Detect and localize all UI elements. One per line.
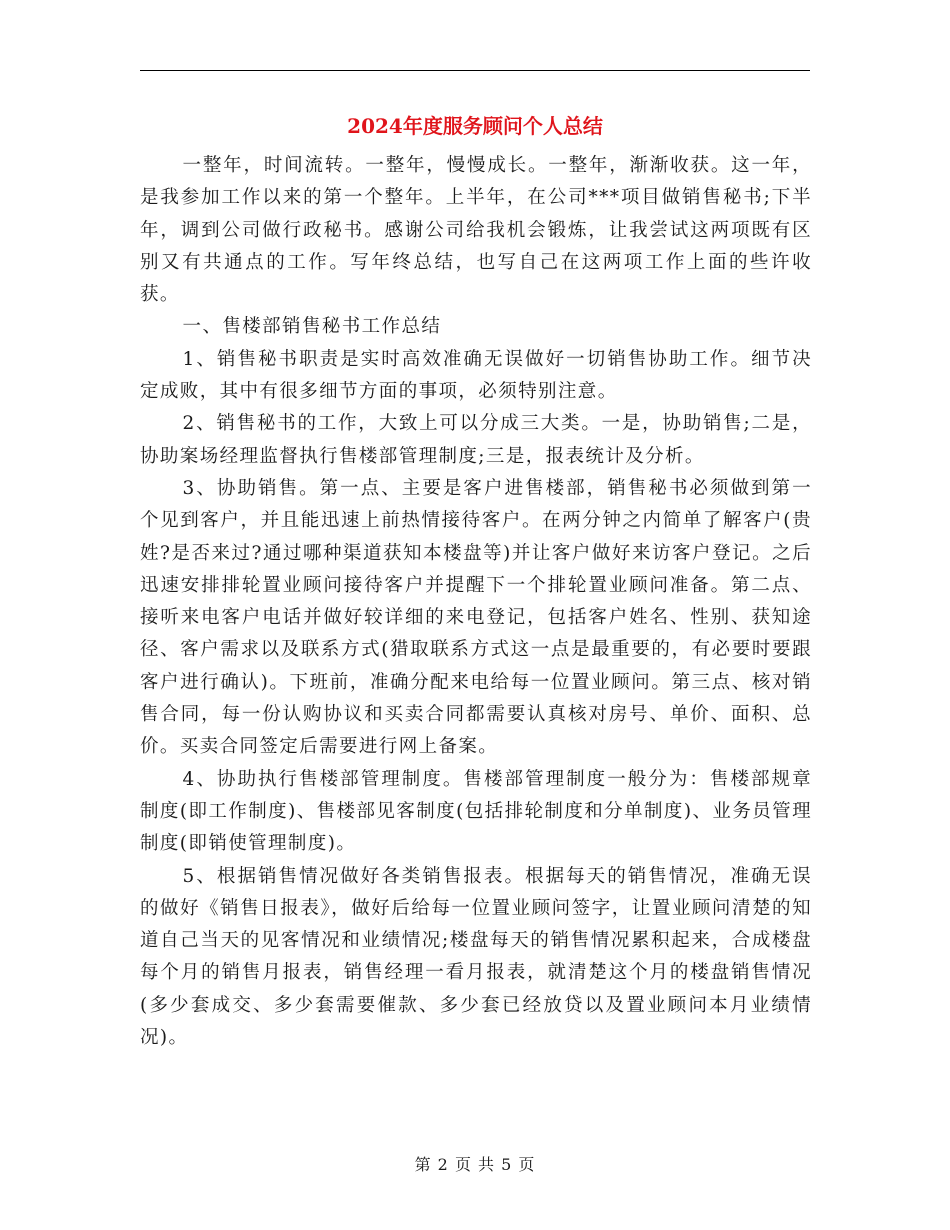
paragraph-item-4: 4、协助执行售楼部管理制度。售楼部管理制度一般分为：售楼部规章制度(即工作制度)、售楼部见客制度(包括排轮制度和分单制度)、业务员管理制度(即销使管理制度)。	[140, 768, 812, 855]
paragraph-item-1: 1、销售秘书职责是实时高效准确无误做好一切销售协助工作。细节决定成败，其中有很多细节方面的事项，必须特别注意。	[140, 348, 812, 403]
page-number: 第 2 页 共 5 页	[414, 1155, 536, 1174]
section-heading: 一、售楼部销售秘书工作总结	[182, 316, 442, 338]
paragraph-item-5: 5、根据销售情况做好各类销售报表。根据每天的销售情况，准确无误的做好《销售日报表》，做好后给每一位置业顾问签字，让置业顾问清楚的知道自己当天的见客情况和业绩情况;楼盘每天的销售情况累积起来，合成楼盘每个月的销售月报表，销售经理一看月报表，就清楚这个月的楼盘销售情况(多少套成交、多少套需要催款、多少套已经放贷以及置业顾问本月业绩情况)。	[140, 865, 812, 1049]
paragraph-intro: 一整年，时间流转。一整年，慢慢成长。一整年，渐渐收获。这一年，是我参加工作以来的第一个整年。上半年，在公司***项目做销售秘书;下半年，调到公司做行政秘书。感谢公司给我机会锻炼，让我尝试这两项既有区别又有共通点的工作。写年终总结，也写自己在这两项工作上面的些许收获。	[140, 155, 812, 306]
paragraph-item-3: 3、协助销售。第一点、主要是客户进售楼部，销售秘书必须做到第一个见到客户，并且能迅速上前热情接待客户。在两分钟之内简单了解客户(贵姓?是否来过?通过哪种渠道获知本楼盘等)并让客户做好来访客户登记。之后迅速安排排轮置业顾问接待客户并提醒下一个排轮置业顾问准备。第二点、接听来电客户电话并做好较详细的来电登记，包括客户姓名、性别、获知途径、客户需求以及联系方式(猎取联系方式这一点是最重要的，有必要时要跟客户进行确认)。下班前，准确分配来电给每一位置业顾问。第三点、核对销售合同，每一份认购协议和买卖合同都需要认真核对房号、单价、面积、总价。买卖合同签定后需要进行网上备案。	[140, 477, 812, 758]
document-title: 2024年度服务顾问个人总结	[347, 114, 603, 138]
header-rule	[140, 70, 810, 71]
document-body	[140, 150, 812, 1054]
paragraph-item-2: 2、销售秘书的工作，大致上可以分成三大类。一是，协助销售;二是，协助案场经理监督执行售楼部管理制度;三是，报表统计及分析。	[140, 413, 812, 467]
